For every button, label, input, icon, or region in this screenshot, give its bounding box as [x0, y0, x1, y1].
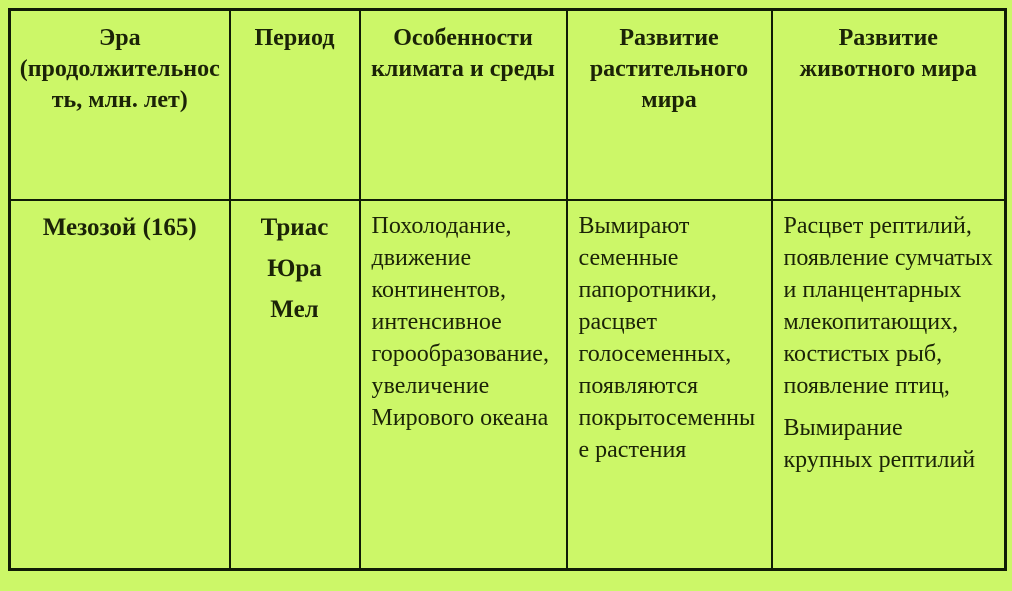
period-jurassic: Юра — [267, 254, 322, 282]
mesozoic-era-table — [8, 8, 1007, 571]
cell-animals — [772, 200, 1006, 570]
animals-paragraph-2: Вымирание крупных рептилий — [783, 414, 976, 473]
cell-plants: Вымирают семенные папоротники, расцвет голосеменных, появляются покрытосеменные растения — [567, 200, 772, 570]
cell-climate: Похолодание, движение континентов, интенсивное горообразование, увеличение Мирового океана — [360, 200, 567, 570]
header-animals: Развитие животного мира — [772, 10, 1006, 200]
header-period: Период — [230, 10, 360, 200]
header-plants: Развитие растительного мира — [567, 10, 772, 200]
table-header-row — [10, 10, 1006, 200]
animals-paragraph-1: Расцвет рептилий, появление сумчатых и планцентарных млекопитающих, костистых рыб, появление птиц, — [783, 212, 993, 399]
period-cretaceous: Мел — [270, 295, 319, 323]
table-row — [10, 200, 1006, 570]
header-climate: Особенности климата и среды — [360, 10, 567, 200]
period-triassic: Триас — [260, 213, 329, 241]
cell-era: Мезозой (165) — [10, 200, 230, 570]
header-era: Эра (продолжительность, млн. лет) — [10, 10, 230, 200]
cell-periods — [230, 200, 360, 570]
